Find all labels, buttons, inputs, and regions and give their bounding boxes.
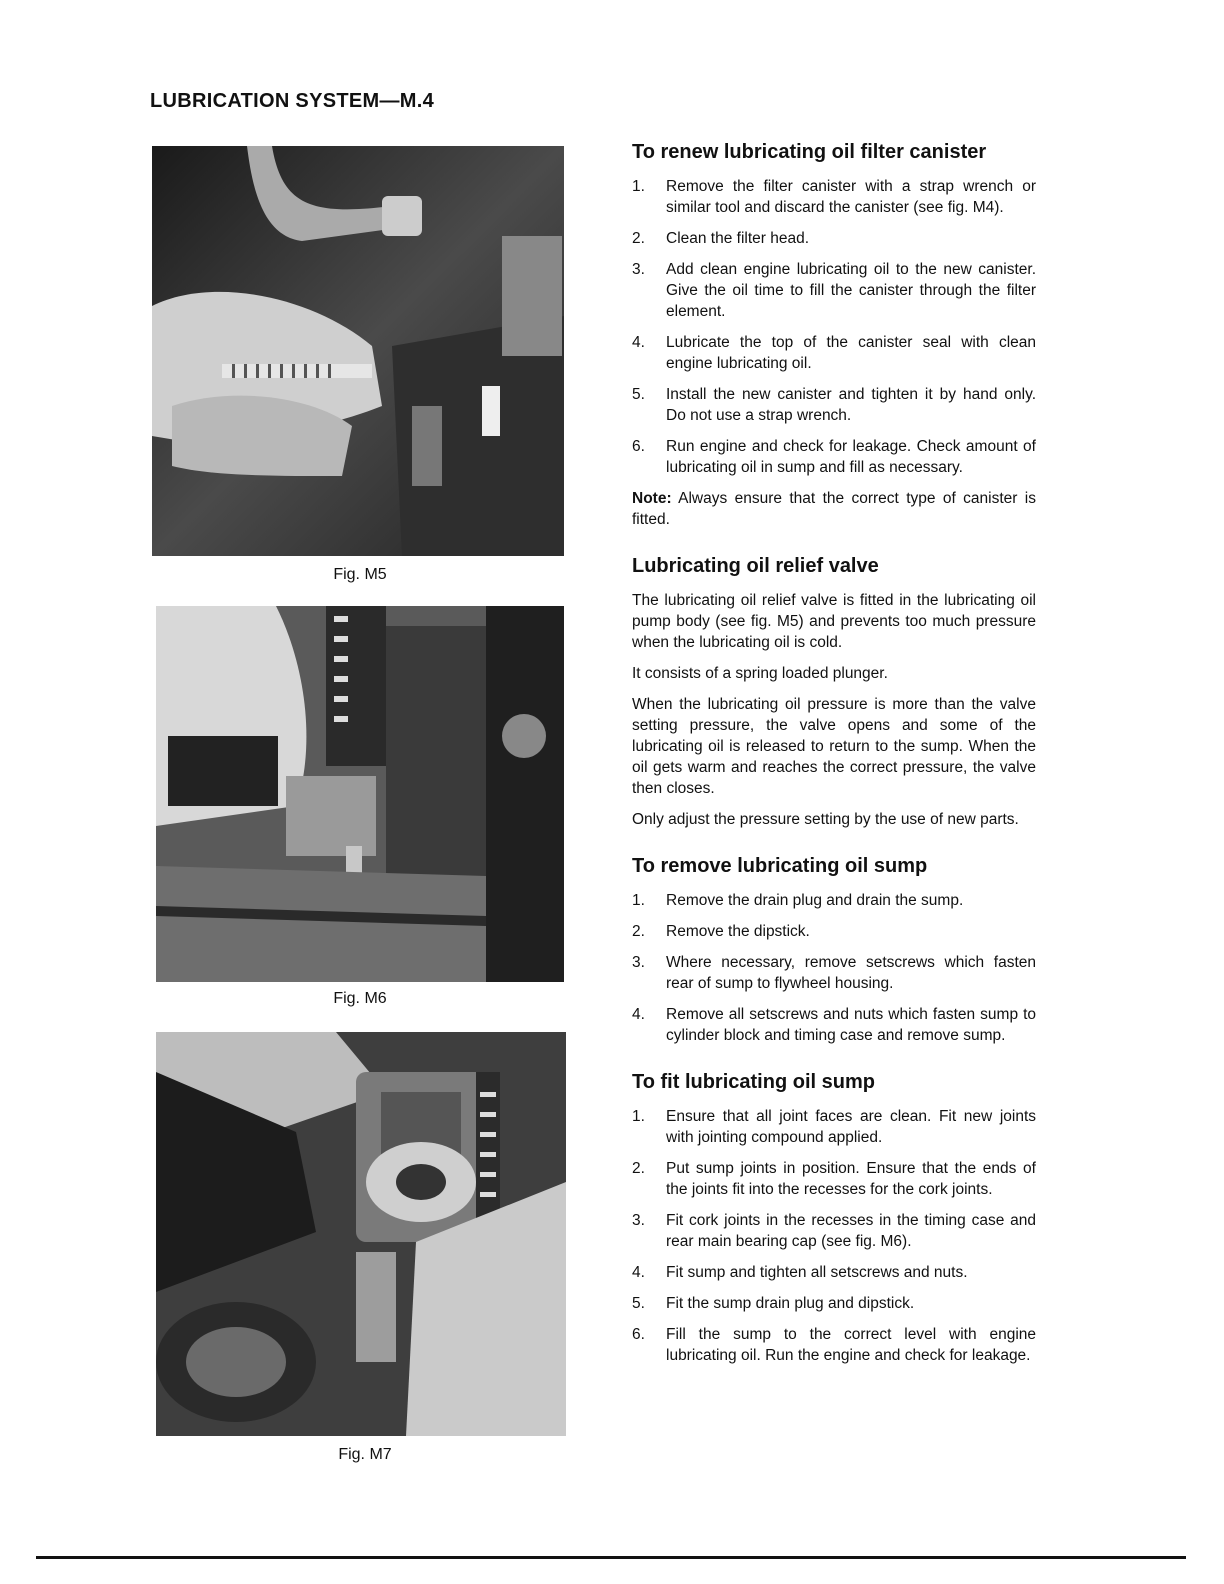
list-item: 4. Remove all setscrews and nuts which fasten sump to cylinder block and timing case and remove sump. <box>632 1006 1036 1044</box>
fit-sump-steps <box>632 1106 1036 1366</box>
list-item: 5. Fit the sump drain plug and dipstick. <box>632 1295 915 1312</box>
list-item: 3. Add clean engine lubricating oil to the new canister. Give the oil time to fill the canister through the filter element. <box>632 261 1036 320</box>
list-item: 3. Where necessary, remove setscrews which fasten rear of sump to flywheel housing. <box>632 954 1036 992</box>
heading-relief-valve: Lubricating oil relief valve <box>632 555 879 577</box>
relief-valve-paragraph: The lubricating oil relief valve is fitted in the lubricating oil pump body (see fig. M5) and prevents too much pressure when the lubricating oil is cold. <box>632 592 1036 651</box>
list-item: 5. Install the new canister and tighten it by hand only. Do not use a strap wrench. <box>632 386 1036 424</box>
figure-m7-caption: Fig. M7 <box>338 1446 392 1463</box>
bottom-rule <box>36 1556 1186 1559</box>
filter-note <box>632 488 1036 530</box>
figure-m7-photo <box>156 1032 566 1436</box>
list-item: 2. Put sump joints in position. Ensure that the ends of the joints fit into the recesses for the cork joints. <box>632 1160 1036 1198</box>
list-item: 1. Ensure that all joint faces are clean. Fit new joints with jointing compound applied. <box>632 1108 1036 1146</box>
heading-fit-sump: To fit lubricating oil sump <box>632 1071 875 1093</box>
remove-sump-steps <box>632 890 1036 1046</box>
list-item: 1. Remove the filter canister with a strap wrench or similar tool and discard the canister (see fig. M4). <box>632 178 1036 216</box>
list-item: 2. Remove the dipstick. <box>632 923 810 940</box>
list-item: 4. Lubricate the top of the canister seal with clean engine lubricating oil. <box>632 334 1036 372</box>
renew-filter-steps <box>632 176 1036 478</box>
list-item: 2. Clean the filter head. <box>632 230 810 247</box>
heading-remove-sump: To remove lubricating oil sump <box>632 855 928 877</box>
heading-renew-filter: To renew lubricating oil filter canister <box>632 141 987 163</box>
list-item: 1. Remove the drain plug and drain the sump. <box>632 892 964 909</box>
text-column <box>632 140 1036 1376</box>
figure-m5-photo <box>152 146 564 556</box>
list-item: 6. Fill the sump to the correct level with engine lubricating oil. Run the engine and check for leakage. <box>632 1326 1036 1364</box>
note-text: Always ensure that the correct type of canister is fitted. <box>632 490 1036 528</box>
note-label: Note: <box>632 490 672 507</box>
relief-valve-paragraph: It consists of a spring loaded plunger. <box>632 665 888 682</box>
figure-m5-caption: Fig. M5 <box>333 566 387 583</box>
list-item: 3. Fit cork joints in the recesses in the timing case and rear main bearing cap (see fig. M6). <box>632 1212 1036 1250</box>
figure-m6-caption: Fig. M6 <box>333 990 387 1007</box>
list-item: 6. Run engine and check for leakage. Check amount of lubricating oil in sump and fill as necessary. <box>632 438 1036 476</box>
relief-valve-paragraph: When the lubricating oil pressure is more than the valve setting pressure, the valve opens and some of the lubricating oil is released to return to the sump. When the oil gets warm and reaches the correct pressure, the valve then closes. <box>632 696 1036 797</box>
relief-valve-paragraph: Only adjust the pressure setting by the use of new parts. <box>632 811 1019 828</box>
list-item: 4. Fit sump and tighten all setscrews and nuts. <box>632 1264 968 1281</box>
page-title: LUBRICATION SYSTEM—M.4 <box>150 90 435 112</box>
figure-m6-photo <box>156 606 564 982</box>
